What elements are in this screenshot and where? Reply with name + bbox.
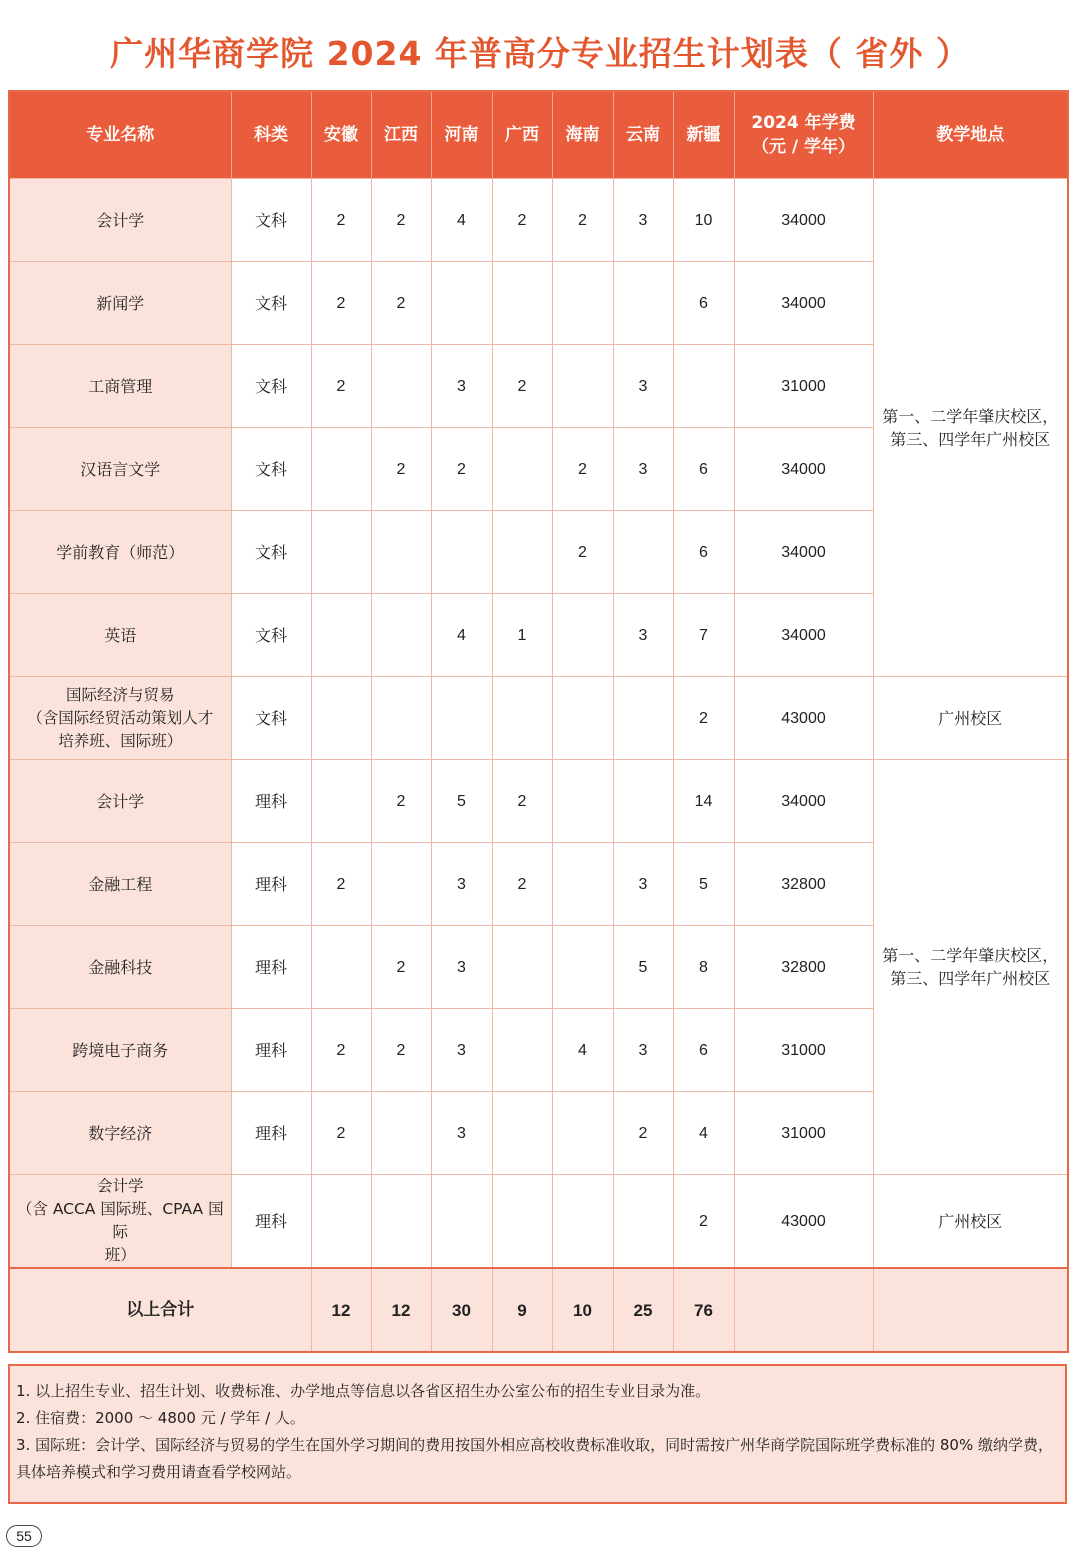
major-name-cell <box>9 511 231 594</box>
quota-cell: 2 <box>492 843 552 926</box>
quota-cell <box>552 677 613 760</box>
subject-cell: 理科 <box>231 1175 311 1269</box>
quota-cell <box>311 760 371 843</box>
quota-cell <box>431 262 492 345</box>
quota-cell <box>552 1175 613 1269</box>
quota-cell <box>552 843 613 926</box>
quota-cell: 4 <box>552 1009 613 1092</box>
quota-cell: 14 <box>673 760 734 843</box>
quota-cell: 2 <box>371 262 431 345</box>
location-line: 第三、四学年广州校区 <box>890 969 1051 988</box>
quota-cell: 4 <box>431 179 492 262</box>
major-name-line: 会计学 <box>96 1177 144 1195</box>
quota-cell: 6 <box>673 262 734 345</box>
table-body <box>9 179 1068 1353</box>
major-name-line: 英语 <box>104 625 137 645</box>
page-title: 广州华商学院 2024 年普高分专业招生计划表（ 省外 ） <box>110 34 970 73</box>
major-name-cell <box>9 1009 231 1092</box>
location-line: 第三、四学年广州校区 <box>890 429 1051 449</box>
header-fee <box>734 91 873 179</box>
quota-cell <box>492 677 552 760</box>
quota-cell <box>431 1175 492 1269</box>
total-quota-cell: 9 <box>492 1268 552 1352</box>
notes-box <box>8 1364 1067 1504</box>
subject-cell: 文科 <box>231 428 311 511</box>
fee-cell: 32800 <box>734 843 873 926</box>
header-province: 安徽 <box>311 91 371 179</box>
page-number: 55 <box>6 1525 42 1547</box>
quota-cell: 1 <box>492 594 552 677</box>
fee-cell: 31000 <box>734 1092 873 1175</box>
quota-cell: 8 <box>673 926 734 1009</box>
major-name-cell <box>9 179 231 262</box>
quota-cell: 2 <box>371 1009 431 1092</box>
quota-cell <box>613 262 673 345</box>
subject-cell: 文科 <box>231 345 311 428</box>
quota-cell <box>371 1175 431 1269</box>
major-name-line: 汉语言文学 <box>80 459 161 479</box>
subject-cell: 理科 <box>231 1009 311 1092</box>
major-name-line: 学前教育（师范） <box>56 542 185 562</box>
quota-cell <box>552 1092 613 1175</box>
location-line: 广州校区 <box>938 1211 1003 1231</box>
fee-cell: 34000 <box>734 179 873 262</box>
major-name-line: 数字经济 <box>88 1123 153 1143</box>
total-fee-empty <box>734 1268 873 1352</box>
major-name-cell <box>9 428 231 511</box>
location-line: 第一、二学年肇庆校区， <box>882 946 1059 965</box>
total-quota-cell: 12 <box>371 1268 431 1352</box>
enrollment-plan-table <box>8 90 1069 1353</box>
location-line: 第一、二学年肇庆校区， <box>882 406 1059 426</box>
quota-cell: 3 <box>431 345 492 428</box>
major-name-line: 班） <box>104 1246 136 1264</box>
fee-cell: 34000 <box>734 594 873 677</box>
quota-cell <box>673 345 734 428</box>
quota-cell <box>552 262 613 345</box>
quota-cell: 2 <box>552 511 613 594</box>
subject-cell: 理科 <box>231 760 311 843</box>
quota-cell: 5 <box>431 760 492 843</box>
quota-cell <box>492 1092 552 1175</box>
quota-cell <box>492 428 552 511</box>
major-name-line: 金融科技 <box>88 957 153 977</box>
major-name-cell <box>9 1092 231 1175</box>
subject-cell: 理科 <box>231 1092 311 1175</box>
total-quota-cell: 25 <box>613 1268 673 1352</box>
location-line: 广州校区 <box>938 708 1003 728</box>
major-name-line: 会计学 <box>96 210 145 230</box>
fee-cell: 34000 <box>734 511 873 594</box>
quota-cell: 3 <box>613 345 673 428</box>
fee-cell: 43000 <box>734 677 873 760</box>
location-cell <box>873 1175 1068 1269</box>
header-province: 新疆 <box>673 91 734 179</box>
major-name-cell <box>9 262 231 345</box>
major-name-cell <box>9 345 231 428</box>
quota-cell <box>552 760 613 843</box>
total-row <box>9 1268 1068 1352</box>
quota-cell: 3 <box>613 428 673 511</box>
quota-cell <box>552 926 613 1009</box>
quota-cell: 2 <box>311 345 371 428</box>
quota-cell: 3 <box>613 1009 673 1092</box>
quota-cell <box>613 511 673 594</box>
major-name-cell <box>9 926 231 1009</box>
quota-cell <box>371 594 431 677</box>
subject-cell: 文科 <box>231 677 311 760</box>
quota-cell: 2 <box>371 428 431 511</box>
quota-cell: 2 <box>552 428 613 511</box>
quota-cell: 4 <box>431 594 492 677</box>
table-row <box>9 677 1068 760</box>
quota-cell: 3 <box>431 1009 492 1092</box>
fee-cell: 31000 <box>734 1009 873 1092</box>
major-name-line: 新闻学 <box>96 293 145 313</box>
quota-cell <box>311 926 371 1009</box>
header-province: 云南 <box>613 91 673 179</box>
quota-cell <box>492 1009 552 1092</box>
major-name-cell <box>9 760 231 843</box>
major-name-line: （含国际经贸活动策划人才 <box>27 708 214 727</box>
quota-cell <box>311 1175 371 1269</box>
quota-cell: 3 <box>613 843 673 926</box>
quota-cell <box>311 428 371 511</box>
location-cell <box>873 677 1068 760</box>
quota-cell <box>613 677 673 760</box>
quota-cell: 2 <box>431 428 492 511</box>
quota-cell: 6 <box>673 1009 734 1092</box>
quota-cell <box>371 677 431 760</box>
quota-cell: 6 <box>673 511 734 594</box>
quota-cell <box>311 511 371 594</box>
quota-cell: 2 <box>673 677 734 760</box>
fee-cell: 32800 <box>734 926 873 1009</box>
location-cell <box>873 760 1068 1175</box>
quota-cell: 6 <box>673 428 734 511</box>
quota-cell: 2 <box>311 179 371 262</box>
quota-cell <box>431 511 492 594</box>
quota-cell <box>492 926 552 1009</box>
quota-cell: 2 <box>552 179 613 262</box>
major-name-cell <box>9 594 231 677</box>
quota-cell: 3 <box>431 1092 492 1175</box>
table-header-row <box>9 91 1068 179</box>
quota-cell <box>613 760 673 843</box>
table-row <box>9 179 1068 262</box>
quota-cell <box>552 594 613 677</box>
quota-cell: 2 <box>371 926 431 1009</box>
quota-cell: 2 <box>311 1009 371 1092</box>
fee-cell: 34000 <box>734 428 873 511</box>
major-name-cell <box>9 843 231 926</box>
quota-cell: 7 <box>673 594 734 677</box>
quota-cell: 2 <box>492 179 552 262</box>
quota-cell: 3 <box>431 843 492 926</box>
quota-cell <box>371 843 431 926</box>
total-quota-cell: 30 <box>431 1268 492 1352</box>
quota-cell: 2 <box>371 760 431 843</box>
quota-cell <box>311 594 371 677</box>
major-name-line: 会计学 <box>96 791 145 811</box>
subject-cell: 文科 <box>231 262 311 345</box>
total-quota-cell: 10 <box>552 1268 613 1352</box>
quota-cell <box>371 511 431 594</box>
quota-cell <box>613 1175 673 1269</box>
table-row <box>9 760 1068 843</box>
table-row <box>9 1175 1068 1269</box>
quota-cell: 2 <box>311 1092 371 1175</box>
subject-cell: 理科 <box>231 843 311 926</box>
major-name-line: （含 ACCA 国际班、CPAA 国际 <box>16 1200 224 1241</box>
total-quota-cell: 12 <box>311 1268 371 1352</box>
total-quota-cell: 76 <box>673 1268 734 1352</box>
quota-cell: 2 <box>371 179 431 262</box>
header-province: 河南 <box>431 91 492 179</box>
quota-cell <box>492 511 552 594</box>
total-location-empty <box>873 1268 1068 1352</box>
header-province: 海南 <box>552 91 613 179</box>
subject-cell: 文科 <box>231 179 311 262</box>
quota-cell: 3 <box>613 179 673 262</box>
location-cell <box>873 179 1068 677</box>
quota-cell: 5 <box>673 843 734 926</box>
quota-cell: 10 <box>673 179 734 262</box>
quota-cell: 2 <box>311 262 371 345</box>
major-name-line: 国际经济与贸易 <box>65 685 175 704</box>
quota-cell <box>311 677 371 760</box>
major-name-cell <box>9 1175 231 1269</box>
quota-cell: 2 <box>613 1092 673 1175</box>
note-item: 1. 以上招生专业、招生计划、收费标准、办学地点等信息以各省区招生办公室公布的招生专业目录为准。 <box>16 1382 711 1400</box>
quota-cell <box>371 345 431 428</box>
note-item: 2. 住宿费：2000 ～ 4800 元 / 学年 / 人。 <box>16 1409 305 1427</box>
quota-cell <box>552 345 613 428</box>
major-name-line: 培养班、国际班） <box>58 731 183 750</box>
fee-cell: 43000 <box>734 1175 873 1269</box>
header-major: 专业名称 <box>9 91 231 179</box>
quota-cell: 2 <box>673 1175 734 1269</box>
header-fee-line1: 2024 年学费 <box>751 113 856 133</box>
quota-cell <box>492 1175 552 1269</box>
header-fee-line2: （元 / 学年） <box>751 137 856 157</box>
header-subject: 科类 <box>231 91 311 179</box>
quota-cell: 2 <box>311 843 371 926</box>
fee-cell: 34000 <box>734 262 873 345</box>
quota-cell <box>431 677 492 760</box>
major-name-cell <box>9 677 231 760</box>
note-item: 3. 国际班：会计学、国际经济与贸易的学生在国外学习期间的费用按国外相应高校收费标准收取，同时需按广州华商学院国际班学费标准的 80% 缴纳学费，具体培养模式和学习费用请查看学校网站。 <box>16 1436 1053 1481</box>
quota-cell: 3 <box>613 594 673 677</box>
major-name-line: 金融工程 <box>88 874 153 894</box>
quota-cell: 2 <box>492 345 552 428</box>
quota-cell: 2 <box>492 760 552 843</box>
subject-cell: 理科 <box>231 926 311 1009</box>
major-name-line: 跨境电子商务 <box>72 1040 169 1060</box>
header-province: 广西 <box>492 91 552 179</box>
subject-cell: 文科 <box>231 594 311 677</box>
fee-cell: 31000 <box>734 345 873 428</box>
header-province: 江西 <box>371 91 431 179</box>
quota-cell <box>371 1092 431 1175</box>
quota-cell: 4 <box>673 1092 734 1175</box>
quota-cell: 3 <box>431 926 492 1009</box>
quota-cell: 5 <box>613 926 673 1009</box>
fee-cell: 34000 <box>734 760 873 843</box>
header-location: 教学地点 <box>873 91 1068 179</box>
total-label: 以上合计 <box>9 1268 311 1352</box>
major-name-line: 工商管理 <box>88 376 153 396</box>
subject-cell: 文科 <box>231 511 311 594</box>
quota-cell <box>492 262 552 345</box>
